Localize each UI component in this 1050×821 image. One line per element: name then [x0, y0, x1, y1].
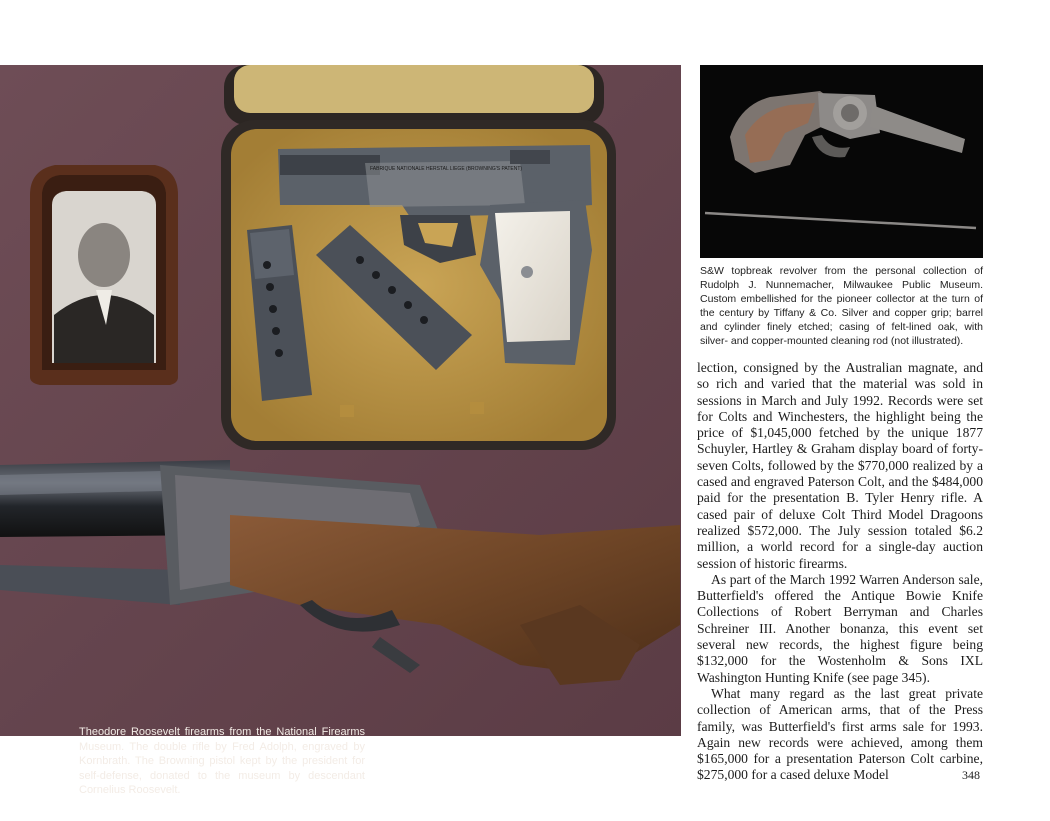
revolver-caption: S&W topbreak revolver from the personal collection of Rudolph J. Nunnemacher, Milwaukee Public Museum. Custom embellished for the pioneer collector at the turn of the century by Tiffany & Co. Silver and copper grip; barrel and cylinder finely etched; casing of felt-lined oak, with silver- and copper-mounted cleaning rod (not illustrated). [700, 265, 983, 347]
body-paragraph-2: As part of the March 1992 Warren Anderson sale, Butterfield's offered the Antique Bowie Knife Collections of Robert Berryman and Charles Schreiner III. Another bonanza, this event set several new records, the highest figure being $132,000 for the Wostenholm & Sons IXL Washington Hunting Knife (see page 345). [697, 571, 983, 685]
main-photo [0, 65, 681, 796]
page-number: 348 [962, 768, 980, 782]
pistol-engraving: FABRIQUE NATIONALE HERSTAL LIEGE (BROWNING'S PATENT) [370, 166, 523, 172]
revolver-photo [700, 65, 983, 258]
body-paragraph-1: lection, consigned by the Australian magnate, and so rich and varied that the material was sold in sessions in March and July 1992. Records were set for Colts and Winchesters, the highlight being the price of $1,045,000 fetched by the unique 1877 Schuyler, Hartley & Graham display board of forty-seven Colts, followed by the $770,000 realized by a cased and engraved Paterson Colt, and the $484,000 paid for the presentation B. Tyler Henry rifle. A cased pair of deluxe Colt Third Model Dragoons realized $572,000. The July session totaled $6.2 million, a world record for a single-day auction session of historic firearms. [697, 360, 983, 571]
revolver-illustration [700, 65, 983, 258]
case-lid [224, 65, 604, 125]
body-paragraph-3: What many regard as the last great private collection of American arms, that of the Press family, was Butterfield's first arms sale for 1993. Again new records were achieved, among them $165,000 for a presentation Paterson Colt carbine, $275,000 for a cased deluxe Model [697, 685, 983, 783]
article-body [697, 360, 983, 784]
main-photo-illustration [0, 65, 681, 736]
main-photo-caption: Theodore Roosevelt firearms from the National Firearms Museum. The double rifle by Fred Adolph, engraved by Kornbrath. The Browning pistol kept by the president for self-defense, donated to the museum by descendant Cornelius Roosevelt. [79, 726, 365, 796]
roosevelt-portrait [30, 165, 178, 385]
